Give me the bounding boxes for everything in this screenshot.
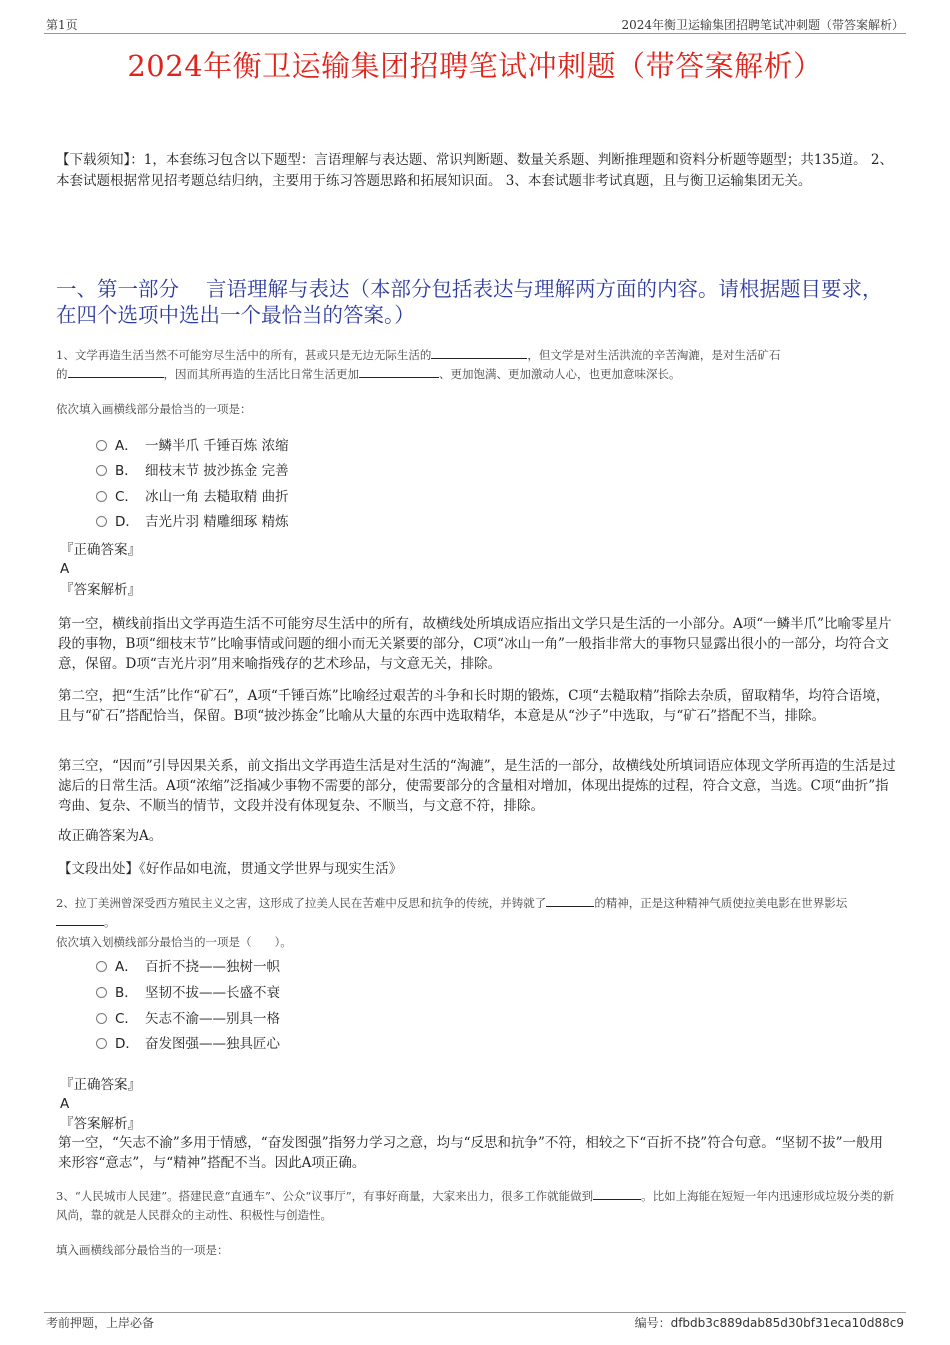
option-text: 吉光片羽 精雕细琢 精炼 xyxy=(145,514,289,530)
source-citation: 【文段出处】《好作品如电流，贯通文学世界与现实生活》 xyxy=(58,861,403,877)
option-text: 奋发图强——独具匠心 xyxy=(145,1036,280,1052)
question-1-stem xyxy=(56,346,898,384)
q2-stem-part: 2、拉丁美洲曾深受西方殖民主义之害，这形成了拉美人民在苦难中反思和抗争的传统，并铸就了 xyxy=(56,896,547,910)
analysis-label: 『答案解析』 xyxy=(60,582,141,598)
question-1-instruction: 依次填入画横线部分最恰当的一项是： xyxy=(56,402,252,416)
option-text: 坚韧不拔——长盛不衰 xyxy=(145,985,280,1001)
option-b[interactable] xyxy=(96,462,289,480)
option-d[interactable] xyxy=(96,513,289,531)
q1-stem-part: 1、文学再造生活当然不可能穷尽生活中的所有，甚或只是无边无际生活的 xyxy=(56,348,432,362)
section-heading: 一、第一部分 言语理解与表达（本部分包括表达与理解两方面的内容。请根据题目要求，在四个选项中选出一个最恰当的答案。） xyxy=(56,277,883,327)
option-letter: B． xyxy=(115,463,138,479)
option-letter: D． xyxy=(115,1036,139,1052)
analysis-paragraph: 第一空，横线前指出文学再造生活不可能穷尽生活中的所有，故横线处所填成语应指出文学只是生活的一小部分。A项“一鳞半爪”比喻零星片段的事物，B项“细枝末节”比喻事情或问题的细小而无关紧要的部分，C项“冰山一角”一般指非常大的事物只显露出很小的一部分，均符合文意，保留。D项“吉光片羽”用来喻指残存的艺术珍品，与文意无关，排除。 xyxy=(58,616,892,672)
header-doc-title: 2024年衡卫运输集团招聘笔试冲刺题（带答案解析） xyxy=(621,18,904,32)
page-title: 2024年衡卫运输集团招聘笔试冲刺题（带答案解析） xyxy=(127,49,823,83)
q1-stem-part: ，因而其所再造的生活比日常生活更加 xyxy=(163,367,359,381)
option-letter: A． xyxy=(115,959,138,975)
option-a[interactable] xyxy=(96,958,280,976)
header-divider xyxy=(44,33,906,34)
analysis-label: 『答案解析』 xyxy=(60,1116,141,1132)
option-letter: C． xyxy=(115,1011,138,1027)
analysis-paragraph: 第二空，把“生活”比作“矿石”，A项“千锤百炼”比喻经过艰苦的斗争和长时期的锻炼，C项“去糙取精”指除去杂质，留取精华，均符合语境，且与“矿石”搭配恰当，保留。B项“披沙拣金”比喻从大量的东西中选取精华，本意是从“沙子”中选取，与“矿石”搭配不当，排除。 xyxy=(58,688,890,724)
footer-code xyxy=(635,1314,904,1331)
fill-blank xyxy=(546,894,594,907)
option-text: 一鳞半爪 千锤百炼 浓缩 xyxy=(145,438,289,454)
correct-answer: A xyxy=(60,1096,70,1112)
option-text: 百折不挠——独树一帜 xyxy=(145,959,280,975)
q3-stem-part: 3、“人民城市人民建”。搭建民意“直通车”、公众“议事厅”，有事好商量，大家来出力，很多工作就能做到 xyxy=(56,1189,594,1203)
question-2-instruction: 依次填入划横线部分最恰当的一项是（ ）。 xyxy=(56,935,292,949)
option-a[interactable] xyxy=(96,437,289,455)
fill-blank xyxy=(359,365,439,378)
q2-stem-part: 的精神，正是这种精神气质使拉美电影在世界影坛 xyxy=(594,896,848,910)
radio-icon[interactable] xyxy=(96,1013,107,1024)
radio-icon[interactable] xyxy=(96,987,107,998)
question-2-stem xyxy=(56,894,898,932)
correct-answer-label: 『正确答案』 xyxy=(60,1077,141,1093)
fill-blank xyxy=(431,346,527,359)
option-letter: A． xyxy=(115,438,138,454)
radio-icon[interactable] xyxy=(96,1038,107,1049)
fill-blank xyxy=(593,1187,641,1200)
fill-blank xyxy=(56,913,104,926)
radio-icon[interactable] xyxy=(96,961,107,972)
q2-stem-part: 。 xyxy=(104,915,116,929)
footer-slogan: 考前押题，上岸必备 xyxy=(46,1316,155,1330)
footer-code-value: dfbdb3c889dab85d30bf31eca10d88c9 xyxy=(670,1316,904,1330)
radio-icon[interactable] xyxy=(96,440,107,451)
q1-stem-part: 、更加饱满、更加激动人心，也更加意味深长。 xyxy=(439,367,681,381)
option-c[interactable] xyxy=(96,488,289,506)
download-notice: 【下载须知】：1，本套练习包含以下题型：言语理解与表达题、常识判断题、数量关系题、判断推理题和资料分析题等题型；共135道。 2、本套试题根据常见招考题总结归纳，主要用于练习答题思路和拓展知识面。 3、本套试题非考试真题，且与衡卫运输集团无关。 xyxy=(56,152,893,189)
footer-code-label: 编号： xyxy=(634,1316,671,1330)
correct-answer: A xyxy=(60,561,70,577)
fill-blank xyxy=(68,365,164,378)
question-3-stem xyxy=(56,1187,898,1225)
question-3-instruction: 填入画横线部分最恰当的一项是： xyxy=(56,1243,229,1257)
q3-stem-part: 。比如上海能在短短一年内迅速形成垃圾分类的新风尚，靠的就是人民群众的主动性、积极性与创造性。 xyxy=(56,1189,895,1222)
option-text: 矢志不渝——别具一格 xyxy=(145,1011,280,1027)
option-text: 细枝末节 披沙拣金 完善 xyxy=(145,463,289,479)
analysis-conclusion: 故正确答案为A。 xyxy=(58,828,163,844)
option-c[interactable] xyxy=(96,1010,280,1028)
option-letter: D． xyxy=(115,514,139,530)
page-number: 第1页 xyxy=(46,18,78,32)
option-letter: B． xyxy=(115,985,138,1001)
q1-stem-part: ，但文学是对生活洪流的辛苦淘漉，是对生活矿石 xyxy=(527,348,781,362)
q1-stem-part: 的 xyxy=(56,367,68,381)
option-b[interactable] xyxy=(96,984,280,1002)
radio-icon[interactable] xyxy=(96,516,107,527)
option-text: 冰山一角 去糙取精 曲折 xyxy=(145,489,289,505)
footer-divider xyxy=(44,1312,906,1313)
correct-answer-label: 『正确答案』 xyxy=(60,542,141,558)
analysis-paragraph: 第一空，“矢志不渝”多用于情感，“奋发图强”指努力学习之意，均与“反思和抗争”不符，相较之下“百折不挠”符合句意。“坚韧不拔”一般用来形容“意志”，与“精神”搭配不当。因此A项正确。 xyxy=(58,1135,884,1171)
option-d[interactable] xyxy=(96,1035,280,1053)
option-letter: C． xyxy=(115,489,138,505)
analysis-paragraph: 第三空，“因而”引导因果关系，前文指出文学再造生活是对生活的“淘漉”，是生活的一部分，故横线处所填词语应体现文学所再造的生活是过滤后的日常生活。A项“浓缩”泛指减少事物不需要的部分，使需要部分的含量相对增加，体现出提炼的过程，符合文意，当选。C项“曲折”指弯曲、复杂、不顺当的情节，文段并没有体现复杂、不顺当，与文意不符，排除。 xyxy=(58,758,896,814)
radio-icon[interactable] xyxy=(96,491,107,502)
radio-icon[interactable] xyxy=(96,465,107,476)
